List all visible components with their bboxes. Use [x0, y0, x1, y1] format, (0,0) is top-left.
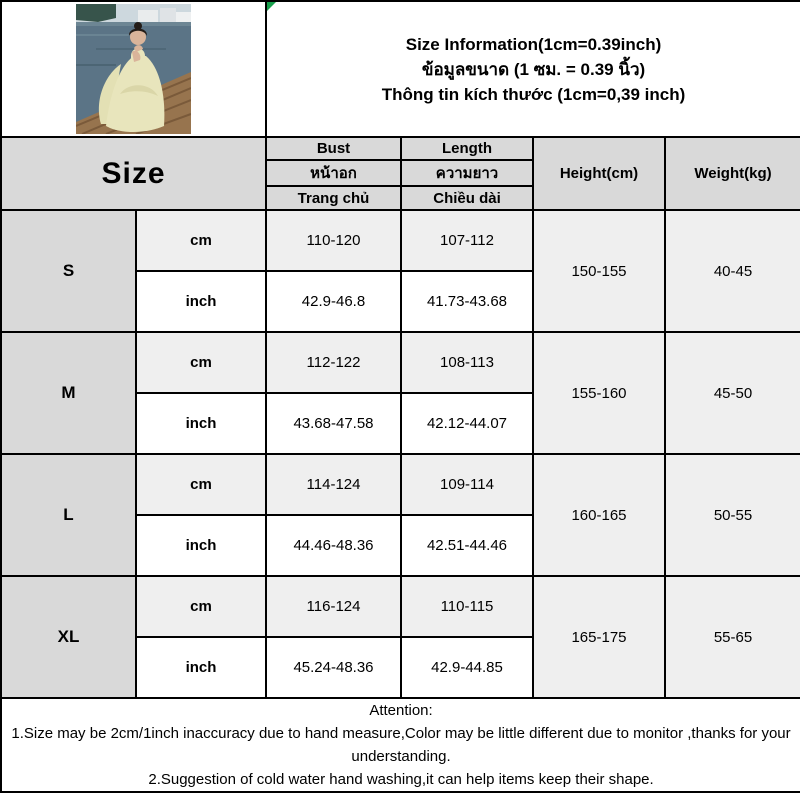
- length-header-vi: Chiều dài: [401, 186, 533, 210]
- weight-xl: 55-65: [665, 576, 800, 698]
- title-line-en: Size Information(1cm=0.39inch): [405, 34, 662, 54]
- height-m: 155-160: [533, 332, 665, 454]
- unit-label-inch: inch: [136, 637, 266, 698]
- size-label-s: S: [1, 210, 136, 332]
- bust-inch-xl: 45.24-48.36: [266, 637, 401, 698]
- unit-label-cm: cm: [136, 210, 266, 271]
- length-inch-l: 42.51-44.46: [401, 515, 533, 576]
- bust-inch-l: 44.46-48.36: [266, 515, 401, 576]
- length-cm-l: 109-114: [401, 454, 533, 515]
- attention-title: Attention:: [369, 702, 433, 719]
- bust-header-vi: Trang chủ: [266, 186, 401, 210]
- size-label-xl: XL: [1, 576, 136, 698]
- bust-header-th: หน้าอก: [266, 160, 401, 186]
- bust-cm-s: 110-120: [266, 210, 401, 271]
- height-l: 160-165: [533, 454, 665, 576]
- size-column-header: Size: [1, 137, 266, 210]
- bust-inch-m: 43.68-47.58: [266, 393, 401, 454]
- corner-marker-icon: [267, 2, 276, 11]
- unit-label-inch: inch: [136, 515, 266, 576]
- table-row: [1, 210, 800, 271]
- weight-header: Weight(kg): [665, 137, 800, 210]
- attention-note-1: 1.Size may be 2cm/1inch inaccuracy due to hand measure,Color may be little different due to monitor ,thanks for your understanding.: [11, 725, 791, 765]
- weight-l: 50-55: [665, 454, 800, 576]
- weight-s: 40-45: [665, 210, 800, 332]
- unit-label-cm: cm: [136, 332, 266, 393]
- title-line-th: ข้อมูลขนาด (1 ซม. = 0.39 นิ้ว): [421, 59, 646, 79]
- unit-label-inch: inch: [136, 271, 266, 332]
- length-inch-m: 42.12-44.07: [401, 393, 533, 454]
- unit-label-cm: cm: [136, 454, 266, 515]
- unit-label-inch: inch: [136, 393, 266, 454]
- height-header: Height(cm): [533, 137, 665, 210]
- length-header-th: ความยาว: [401, 160, 533, 186]
- size-label-l: L: [1, 454, 136, 576]
- title-line-vi: Thông tin kích thước (1cm=0,39 inch): [381, 84, 686, 104]
- length-cm-m: 108-113: [401, 332, 533, 393]
- attention-note-2: 2.Suggestion of cold water hand washing,it can help items keep their shape.: [148, 771, 654, 788]
- photo-cell: [1, 1, 266, 137]
- bust-cm-xl: 116-124: [266, 576, 401, 637]
- table-row: [1, 576, 800, 637]
- height-s: 150-155: [533, 210, 665, 332]
- title-cell: [266, 1, 800, 137]
- bust-header-en: Bust: [266, 137, 401, 160]
- length-inch-xl: 42.9-44.85: [401, 637, 533, 698]
- table-row: [1, 454, 800, 515]
- bust-cm-m: 112-122: [266, 332, 401, 393]
- table-row: [1, 332, 800, 393]
- length-header-en: Length: [401, 137, 533, 160]
- weight-m: 45-50: [665, 332, 800, 454]
- size-label-m: M: [1, 332, 136, 454]
- bust-cm-l: 114-124: [266, 454, 401, 515]
- unit-label-cm: cm: [136, 576, 266, 637]
- attention-box: [1, 698, 800, 792]
- product-photo: [76, 4, 191, 134]
- length-cm-s: 107-112: [401, 210, 533, 271]
- length-inch-s: 41.73-43.68: [401, 271, 533, 332]
- bust-inch-s: 42.9-46.8: [266, 271, 401, 332]
- length-cm-xl: 110-115: [401, 576, 533, 637]
- height-xl: 165-175: [533, 576, 665, 698]
